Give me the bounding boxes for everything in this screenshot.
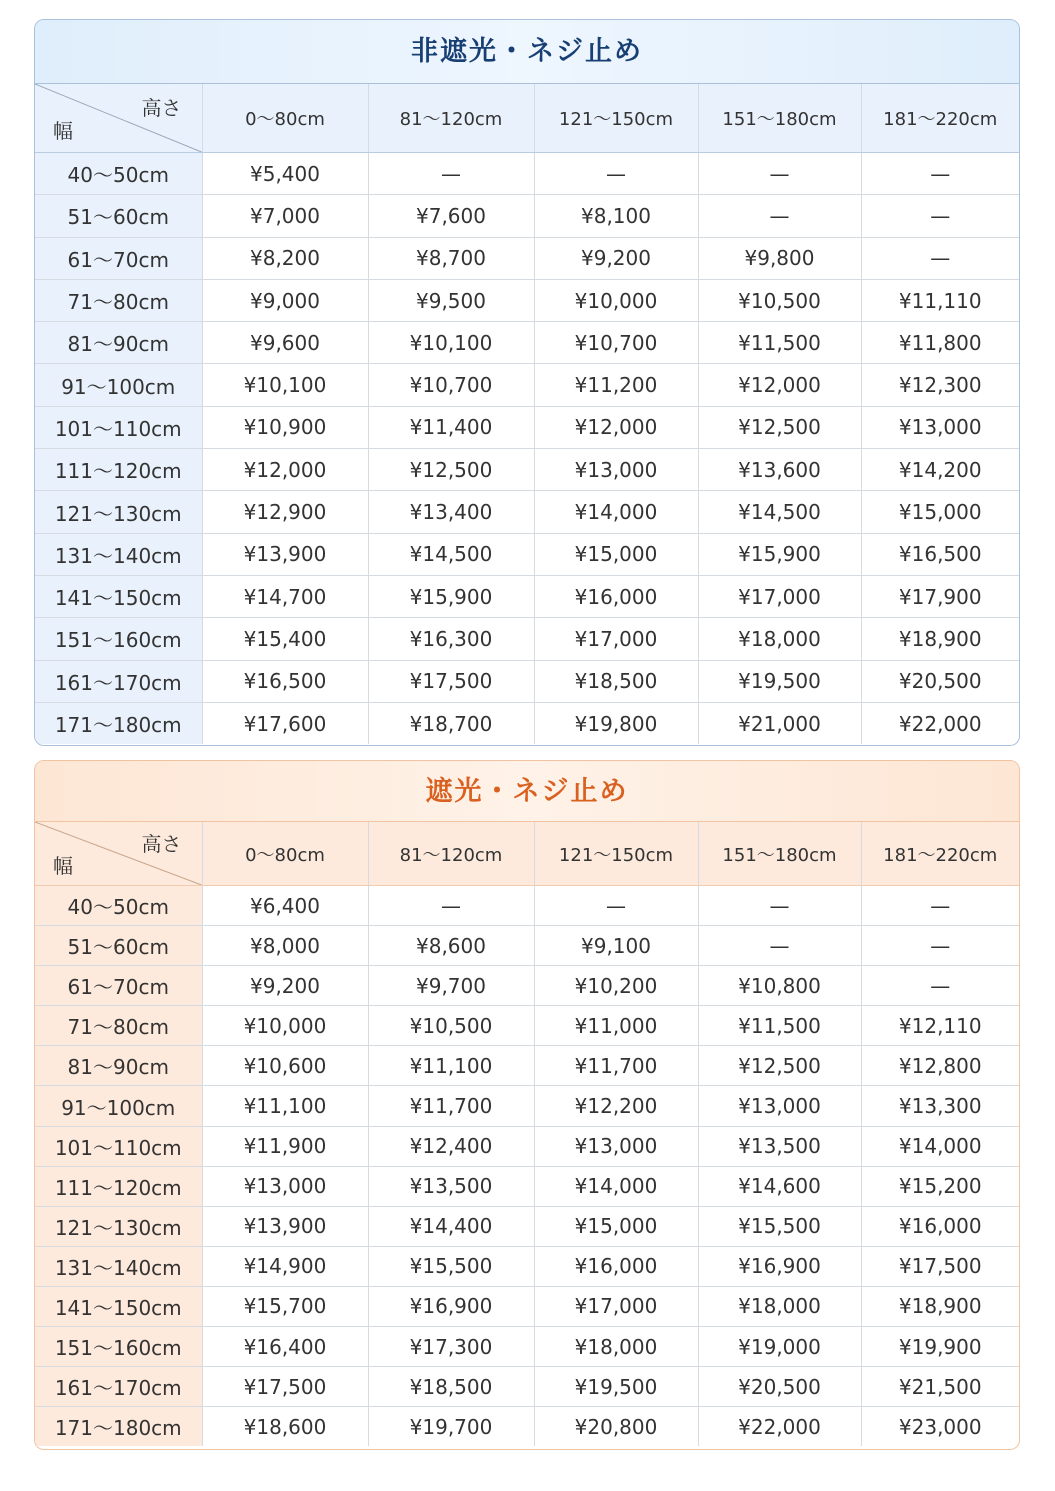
price-cell: ¥13,600 bbox=[698, 449, 861, 491]
height-axis-label: 高さ bbox=[141, 96, 182, 120]
row-header: 171～180cm bbox=[35, 1407, 202, 1447]
row-header: 101～110cm bbox=[35, 406, 202, 448]
price-cell: ¥11,110 bbox=[861, 279, 1019, 321]
row-header: 91～100cm bbox=[35, 364, 202, 406]
column-header: 181～220cm bbox=[861, 822, 1019, 886]
price-cell: ¥20,500 bbox=[861, 660, 1019, 702]
price-cell: ¥23,000 bbox=[898, 1414, 982, 1439]
price-cell: ¥17,000 bbox=[698, 575, 861, 617]
price-cell: ¥16,900 bbox=[368, 1286, 534, 1326]
price-cell: ¥15,400 bbox=[202, 618, 368, 660]
price-cell: ¥16,000 bbox=[534, 575, 698, 617]
price-table-non-blackout bbox=[34, 19, 1020, 746]
price-cell: ¥9,100 bbox=[534, 926, 698, 966]
price-cell: ¥8,100 bbox=[534, 195, 698, 237]
price-cell: — bbox=[368, 886, 534, 926]
table-row bbox=[35, 1367, 1019, 1407]
row-header: 51～60cm bbox=[35, 195, 202, 237]
table-row bbox=[35, 449, 1019, 491]
price-cell: ¥19,000 bbox=[698, 1327, 861, 1367]
price-cell: ¥19,500 bbox=[534, 1367, 698, 1407]
column-header: 81～120cm bbox=[368, 822, 534, 886]
corner-cell bbox=[35, 822, 202, 886]
price-cell: ¥13,500 bbox=[698, 1126, 861, 1166]
table-row bbox=[35, 1407, 1019, 1447]
price-cell: ¥9,800 bbox=[698, 237, 861, 279]
price-cell: ¥13,000 bbox=[861, 406, 1019, 448]
price-cell: ¥19,700 bbox=[368, 1407, 534, 1447]
price-cell: ¥17,900 bbox=[861, 575, 1019, 617]
corner-cell bbox=[35, 84, 202, 153]
row-header: 171～180cm bbox=[35, 702, 202, 744]
height-axis-label: 高さ bbox=[141, 832, 182, 856]
row-header: 61～70cm bbox=[35, 237, 202, 279]
price-cell: ¥14,500 bbox=[368, 533, 534, 575]
table-row bbox=[35, 1206, 1019, 1246]
section-title: 遮光・ネジ止め bbox=[35, 761, 1019, 822]
row-header: 131～140cm bbox=[35, 1246, 202, 1286]
price-cell: ¥17,600 bbox=[202, 702, 368, 744]
width-axis-label: 幅 bbox=[53, 119, 73, 143]
row-header: 111～120cm bbox=[35, 1166, 202, 1206]
price-cell: ¥10,700 bbox=[534, 322, 698, 364]
price-cell: ¥18,500 bbox=[534, 660, 698, 702]
price-cell: ¥7,600 bbox=[368, 195, 534, 237]
table-row bbox=[35, 279, 1019, 321]
price-cell: ¥18,000 bbox=[698, 1286, 861, 1326]
price-cell: ¥15,000 bbox=[534, 1206, 698, 1246]
price-cell: — bbox=[698, 886, 861, 926]
price-cell: — bbox=[698, 926, 861, 966]
price-cell: ¥12,000 bbox=[534, 406, 698, 448]
price-cell: ¥12,500 bbox=[698, 1046, 861, 1086]
price-cell: ¥16,000 bbox=[861, 1206, 1019, 1246]
price-cell: ¥10,200 bbox=[534, 966, 698, 1006]
row-header: 141～150cm bbox=[35, 1286, 202, 1326]
price-cell: ¥13,000 bbox=[534, 449, 698, 491]
price-cell: ¥9,200 bbox=[534, 237, 698, 279]
table-row bbox=[35, 195, 1019, 237]
row-header: 161～170cm bbox=[35, 660, 202, 702]
price-cell: ¥9,200 bbox=[202, 966, 368, 1006]
row-header: 141～150cm bbox=[35, 575, 202, 617]
row-header: 40～50cm bbox=[35, 153, 202, 195]
table-row bbox=[35, 926, 1019, 966]
row-header: 111～120cm bbox=[35, 449, 202, 491]
price-cell: — bbox=[861, 153, 1019, 195]
table-row bbox=[35, 1246, 1019, 1286]
price-cell: ¥7,000 bbox=[202, 195, 368, 237]
price-cell: ¥15,500 bbox=[368, 1246, 534, 1286]
price-cell: ¥16,400 bbox=[202, 1327, 368, 1367]
table-row bbox=[35, 322, 1019, 364]
price-table-blackout bbox=[34, 760, 1020, 1450]
price-cell: ¥12,200 bbox=[534, 1086, 698, 1126]
price-cell: ¥19,800 bbox=[534, 702, 698, 744]
table-row bbox=[35, 1046, 1019, 1086]
price-cell: ¥5,400 bbox=[202, 153, 368, 195]
price-cell: ¥11,700 bbox=[534, 1046, 698, 1086]
price-cell: ¥18,700 bbox=[368, 702, 534, 744]
price-cell: ¥11,000 bbox=[534, 1006, 698, 1046]
price-cell: ¥10,900 bbox=[202, 406, 368, 448]
column-header: 0～80cm bbox=[202, 84, 368, 153]
table-row bbox=[35, 364, 1019, 406]
header-row bbox=[35, 84, 1019, 153]
price-cell: ¥20,500 bbox=[698, 1367, 861, 1407]
price-cell: ¥11,200 bbox=[534, 364, 698, 406]
price-cell: ¥10,000 bbox=[202, 1006, 368, 1046]
table-row bbox=[35, 702, 1019, 744]
price-cell: ¥13,900 bbox=[202, 533, 368, 575]
price-cell: ¥13,900 bbox=[202, 1206, 368, 1246]
price-cell: ¥9,500 bbox=[368, 279, 534, 321]
price-cell: ¥18,900 bbox=[861, 1286, 1019, 1326]
price-cell: ¥18,500 bbox=[368, 1367, 534, 1407]
price-cell: ¥18,600 bbox=[202, 1407, 368, 1447]
price-cell: ¥13,000 bbox=[698, 1086, 861, 1126]
price-cell: ¥17,300 bbox=[368, 1327, 534, 1367]
column-header: 0～80cm bbox=[202, 822, 368, 886]
price-cell: ¥16,900 bbox=[698, 1246, 861, 1286]
price-cell: ¥16,500 bbox=[202, 660, 368, 702]
price-cell: ¥16,300 bbox=[368, 618, 534, 660]
price-cell: ¥17,000 bbox=[534, 618, 698, 660]
table-row bbox=[35, 533, 1019, 575]
price-cell: ¥22,000 bbox=[898, 711, 982, 736]
price-cell: — bbox=[368, 153, 534, 195]
price-cell: ¥16,000 bbox=[534, 1246, 698, 1286]
row-header: 40～50cm bbox=[35, 886, 202, 926]
price-cell: ¥17,000 bbox=[534, 1286, 698, 1326]
price-cell: ¥15,900 bbox=[698, 533, 861, 575]
price-cell: ¥15,200 bbox=[861, 1166, 1019, 1206]
price-cell: — bbox=[861, 195, 1019, 237]
table-row bbox=[35, 575, 1019, 617]
price-cell: ¥15,900 bbox=[368, 575, 534, 617]
table-row bbox=[35, 1126, 1019, 1166]
price-cell: ¥11,800 bbox=[861, 322, 1019, 364]
price-cell: ¥10,500 bbox=[368, 1006, 534, 1046]
price-cell: ¥10,700 bbox=[368, 364, 534, 406]
price-cell: ¥18,900 bbox=[861, 618, 1019, 660]
price-cell: ¥13,300 bbox=[861, 1086, 1019, 1126]
row-header: 61～70cm bbox=[35, 966, 202, 1006]
price-cell: — bbox=[698, 153, 861, 195]
price-cell: ¥10,100 bbox=[368, 322, 534, 364]
price-cell: — bbox=[534, 886, 698, 926]
table-row bbox=[35, 618, 1019, 660]
price-cell: ¥19,500 bbox=[698, 660, 861, 702]
column-header: 121～150cm bbox=[534, 84, 698, 153]
row-header: 151～160cm bbox=[35, 1327, 202, 1367]
table-row bbox=[35, 1286, 1019, 1326]
price-cell: ¥6,400 bbox=[202, 886, 368, 926]
price-cell: ¥12,300 bbox=[861, 364, 1019, 406]
price-cell: ¥13,500 bbox=[368, 1166, 534, 1206]
row-header: 51～60cm bbox=[35, 926, 202, 966]
price-cell: — bbox=[534, 153, 698, 195]
price-cell: ¥12,500 bbox=[368, 449, 534, 491]
price-cell: ¥10,000 bbox=[534, 279, 698, 321]
price-cell: ¥18,000 bbox=[534, 1327, 698, 1367]
price-cell: ¥13,400 bbox=[368, 491, 534, 533]
price-cell: ¥11,700 bbox=[368, 1086, 534, 1126]
row-header: 81～90cm bbox=[35, 322, 202, 364]
price-cell: ¥12,400 bbox=[368, 1126, 534, 1166]
table-row bbox=[35, 886, 1019, 926]
price-cell: ¥14,700 bbox=[202, 575, 368, 617]
section-title: 非遮光・ネジ止め bbox=[35, 20, 1019, 84]
row-header: 121～130cm bbox=[35, 1206, 202, 1246]
row-header: 161～170cm bbox=[35, 1367, 202, 1407]
column-header: 151～180cm bbox=[698, 822, 861, 886]
table-row bbox=[35, 491, 1019, 533]
column-header: 81～120cm bbox=[368, 84, 534, 153]
price-cell: ¥13,000 bbox=[202, 1166, 368, 1206]
price-cell: ¥12,800 bbox=[861, 1046, 1019, 1086]
price-cell: ¥20,800 bbox=[534, 1407, 698, 1447]
price-cell: — bbox=[861, 926, 1019, 966]
price-cell: — bbox=[698, 195, 861, 237]
row-header: 91～100cm bbox=[35, 1086, 202, 1126]
width-axis-label: 幅 bbox=[53, 854, 73, 878]
price-cell: ¥14,200 bbox=[861, 449, 1019, 491]
price-cell: — bbox=[861, 886, 1019, 926]
price-cell: ¥14,000 bbox=[534, 491, 698, 533]
price-cell: ¥21,000 bbox=[698, 702, 861, 744]
price-cell: ¥8,000 bbox=[202, 926, 368, 966]
price-cell: ¥11,900 bbox=[202, 1126, 368, 1166]
price-cell: ¥11,500 bbox=[698, 322, 861, 364]
price-cell: ¥10,600 bbox=[202, 1046, 368, 1086]
column-header: 151～180cm bbox=[698, 84, 861, 153]
table-row bbox=[35, 406, 1019, 448]
price-cell: ¥13,000 bbox=[534, 1126, 698, 1166]
price-cell: ¥15,000 bbox=[861, 491, 1019, 533]
table-row bbox=[35, 1086, 1019, 1126]
price-cell: ¥12,110 bbox=[861, 1006, 1019, 1046]
price-cell: ¥14,400 bbox=[368, 1206, 534, 1246]
row-header: 151～160cm bbox=[35, 618, 202, 660]
price-cell: ¥11,100 bbox=[368, 1046, 534, 1086]
table-row bbox=[35, 660, 1019, 702]
price-cell: ¥21,500 bbox=[861, 1367, 1019, 1407]
price-grid bbox=[35, 822, 1019, 1446]
price-cell: ¥10,500 bbox=[698, 279, 861, 321]
price-cell: ¥22,000 bbox=[698, 1407, 861, 1447]
price-cell: ¥9,700 bbox=[368, 966, 534, 1006]
row-header: 81～90cm bbox=[35, 1046, 202, 1086]
price-cell: ¥12,000 bbox=[202, 449, 368, 491]
price-cell: ¥12,900 bbox=[202, 491, 368, 533]
price-cell: ¥18,000 bbox=[698, 618, 861, 660]
price-cell: — bbox=[861, 237, 1019, 279]
row-header: 131～140cm bbox=[35, 533, 202, 575]
price-cell: ¥11,100 bbox=[202, 1086, 368, 1126]
price-cell: ¥14,600 bbox=[698, 1166, 861, 1206]
price-cell: ¥10,800 bbox=[698, 966, 861, 1006]
header-row bbox=[35, 822, 1019, 886]
price-cell: ¥10,100 bbox=[202, 364, 368, 406]
table-row bbox=[35, 153, 1019, 195]
price-cell: ¥9,000 bbox=[202, 279, 368, 321]
price-cell: ¥8,200 bbox=[202, 237, 368, 279]
price-cell: ¥19,900 bbox=[861, 1327, 1019, 1367]
price-cell: — bbox=[861, 966, 1019, 1006]
table-row bbox=[35, 1327, 1019, 1367]
price-cell: ¥11,400 bbox=[368, 406, 534, 448]
column-header: 121～150cm bbox=[534, 822, 698, 886]
table-row bbox=[35, 1166, 1019, 1206]
price-cell: ¥8,600 bbox=[368, 926, 534, 966]
price-cell: ¥12,000 bbox=[698, 364, 861, 406]
row-header: 101～110cm bbox=[35, 1126, 202, 1166]
price-grid bbox=[35, 84, 1019, 744]
row-header: 71～80cm bbox=[35, 279, 202, 321]
price-cell: ¥14,000 bbox=[534, 1166, 698, 1206]
table-row bbox=[35, 966, 1019, 1006]
price-cell: ¥17,500 bbox=[861, 1246, 1019, 1286]
price-cell: ¥14,900 bbox=[202, 1246, 368, 1286]
table-row bbox=[35, 1006, 1019, 1046]
row-header: 121～130cm bbox=[35, 491, 202, 533]
price-cell: ¥17,500 bbox=[368, 660, 534, 702]
price-cell: ¥12,500 bbox=[698, 406, 861, 448]
price-cell: ¥8,700 bbox=[368, 237, 534, 279]
price-cell: ¥15,000 bbox=[534, 533, 698, 575]
price-cell: ¥9,600 bbox=[202, 322, 368, 364]
column-header: 181～220cm bbox=[861, 84, 1019, 153]
price-cell: ¥15,500 bbox=[698, 1206, 861, 1246]
price-cell: ¥15,700 bbox=[202, 1286, 368, 1326]
price-cell: ¥17,500 bbox=[202, 1367, 368, 1407]
price-cell: ¥16,500 bbox=[861, 533, 1019, 575]
price-cell: ¥14,500 bbox=[698, 491, 861, 533]
table-row bbox=[35, 237, 1019, 279]
price-cell: ¥14,000 bbox=[861, 1126, 1019, 1166]
price-cell: ¥11,500 bbox=[698, 1006, 861, 1046]
row-header: 71～80cm bbox=[35, 1006, 202, 1046]
